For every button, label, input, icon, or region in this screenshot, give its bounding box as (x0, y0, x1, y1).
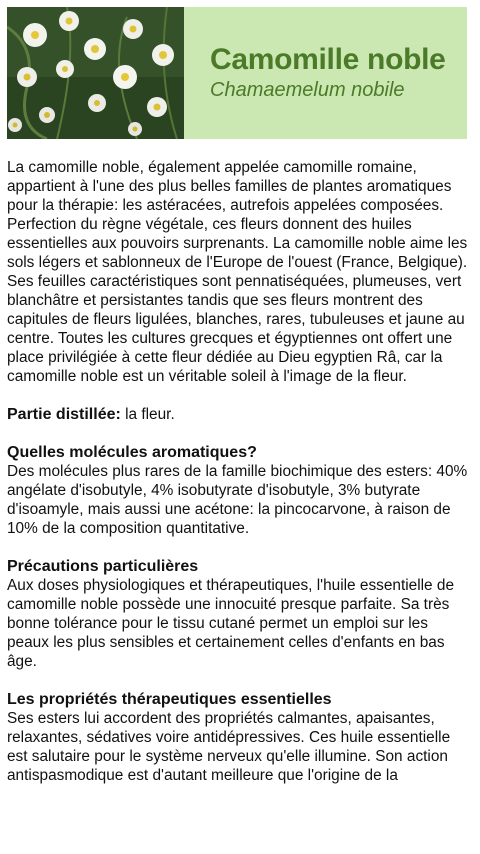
distilled-part-label: Partie distillée: (7, 406, 121, 423)
distilled-part-value: la fleur. (120, 406, 175, 423)
plant-latin-name: Chamaemelum nobile (210, 79, 405, 101)
spacer (7, 386, 473, 405)
properties-text: Ses esters lui accordent des propriétés calmantes, apaisantes, relaxantes, sédatives voire antidépressives. Ces huile essentielle est salutaire pour le système nerveux qu'elle illumine. Son action antispasmodique est d'autant meilleure que l'origine de la (7, 710, 451, 784)
header-banner (7, 7, 467, 139)
spacer (7, 538, 473, 557)
spacer (7, 424, 473, 443)
distilled-part-line (7, 405, 473, 424)
article-content (7, 158, 473, 785)
title-block (210, 43, 466, 103)
precautions-text: Aux doses physiologiques et thérapeutiques, l'huile essentielle de camomille noble possède une innocuité presque parfaite. Sa très bonne tolérance pour le tissu cutané permet un emploi sur les peaux les plus sensibles et certainement celles d'enfants en bas âge. (7, 577, 454, 670)
molecules-heading: Quelles molécules aromatiques? (7, 444, 257, 461)
plant-common-name: Camomille noble (210, 43, 446, 76)
spacer (7, 671, 473, 690)
intro-paragraph-2: Ses feuilles caractéristiques sont pennatiséquées, plumeuses, vert blanchâtre et persistantes tandis que ses fleurs montrent des capitules de fleurs ligulées, blanches, rares, tubuleuses et jaune au centre. Toutes les cultures grecques et égyptiennes ont offert une place privilégiée à cette fleur dédiée au Dieu egyptien Râ, car la camomille noble est un véritable soleil à l'image de la fleur. (7, 273, 465, 385)
chamomile-photo (7, 7, 184, 139)
intro-paragraph-1: La camomille noble, également appelée camomille romaine, appartient à l'une des plus belles familles de plantes aromatiques pour la thérapie: les astéracées, autrefois appelées composées. Perfection du règne végétale, ces fleurs donnent des huiles essentielles aux pouvoirs surprenants. La camomille noble aime les sols légers et sablonneux de l'Europe de l'ouest (France, Belgique). (7, 159, 468, 271)
precautions-heading: Précautions particulières (7, 558, 199, 575)
properties-heading: Les propriétés thérapeutiques essentielles (7, 691, 332, 708)
molecules-text: Des molécules plus rares de la famille biochimique des esters: 40% angélate d'isobutyle, 4% isobutyrate d'isobutyle, 3% butyrate d'isoamyle, mais aussi une acétone: la pincocarvone, à raison de 10% de la composition quantitative. (7, 463, 468, 537)
